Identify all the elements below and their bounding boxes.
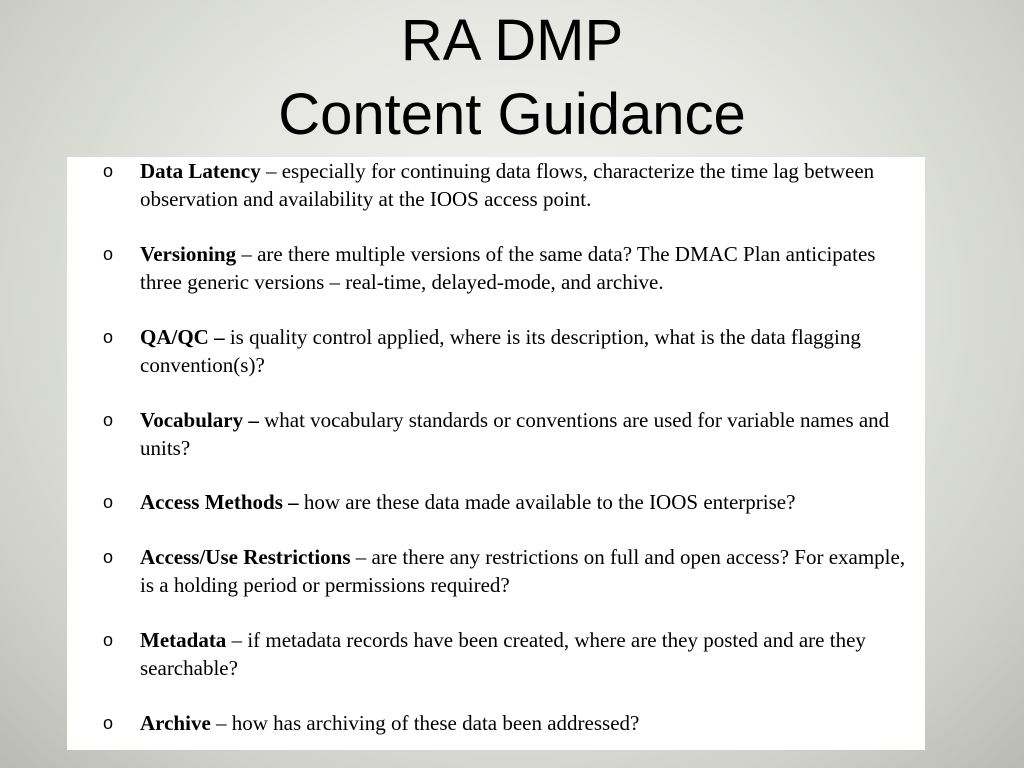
list-item-description: what vocabulary standards or conventions are used for variable names and units? <box>140 408 890 460</box>
list-item-separator: – <box>210 711 232 735</box>
list-item-separator: – <box>236 242 258 266</box>
list-item-term: Archive <box>140 711 211 735</box>
bullet-icon: o <box>103 410 114 430</box>
list-item-text <box>140 543 910 599</box>
list-item-text <box>140 157 910 213</box>
list-item-text <box>140 406 910 462</box>
list-item-description: are there multiple versions of the same data? The DMAC Plan anticipates three generic versions – real-time, delayed-mode, and archive. <box>140 242 876 294</box>
slide-title-line-2: Content Guidance <box>278 82 746 147</box>
bullet-icon: o <box>103 713 114 733</box>
list-item-text <box>140 323 910 379</box>
list-item-separator: – <box>350 545 372 569</box>
slide-title-line-1: RA DMP <box>400 8 624 73</box>
list-item-text <box>140 488 910 516</box>
list-item-term: Metadata <box>140 628 227 652</box>
bullet-icon: o <box>103 244 114 264</box>
list-item-text <box>140 709 910 737</box>
list-item-term: Access/Use Restrictions <box>140 545 351 569</box>
list-item-term: QA/QC – <box>140 325 230 349</box>
list-item-separator: – <box>260 159 282 183</box>
list-item-description: how are these data made available to the IOOS enterprise? <box>303 490 796 514</box>
slide-title <box>0 4 1024 152</box>
list-item-term: Versioning <box>140 242 237 266</box>
list-item-description: is quality control applied, where is its description, what is the data flagging convention(s)? <box>140 325 861 377</box>
list-item-term: Vocabulary – <box>140 408 265 432</box>
list-item-description: are there any restrictions on full and open access? For example, is a holding period or permissions required? <box>140 545 906 597</box>
list-item-description: if metadata records have been created, where are they posted and are they searchable? <box>140 628 866 680</box>
list-item-text <box>140 626 910 682</box>
bullet-icon: o <box>103 630 114 650</box>
bullet-icon: o <box>103 327 114 347</box>
bullet-icon: o <box>103 492 114 512</box>
list-item-description: especially for continuing data flows, characterize the time lag between observation and availability at the IOOS access point. <box>140 159 875 211</box>
list-item-term: Data Latency <box>140 159 261 183</box>
list-item-separator: – <box>226 628 248 652</box>
bullet-icon: o <box>103 547 114 567</box>
bullet-icon: o <box>103 161 114 181</box>
content-panel <box>67 157 925 750</box>
list-item-description: how has archiving of these data been addressed? <box>231 711 640 735</box>
list-item-term: Access Methods – <box>140 490 304 514</box>
list-item-text <box>140 240 910 296</box>
